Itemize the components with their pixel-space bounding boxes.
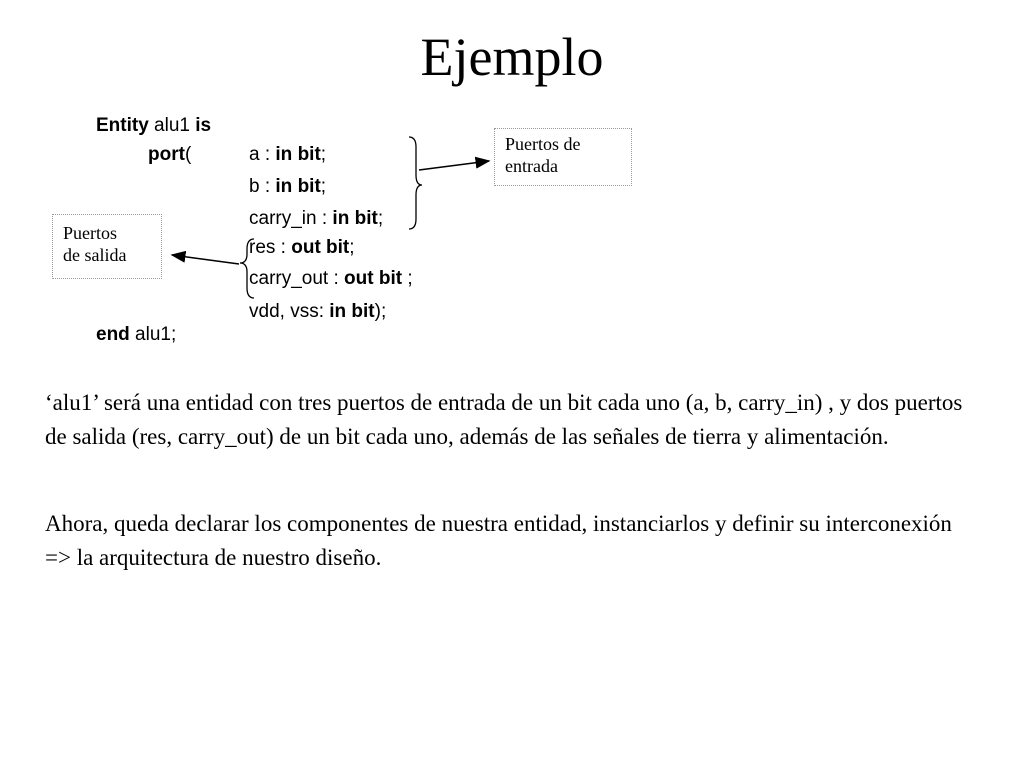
end-keyword: end — [96, 324, 130, 345]
port-name: res : — [249, 237, 292, 258]
port-name: carry_in : — [249, 208, 333, 229]
port-tail: ; — [377, 208, 384, 229]
slide-title: Ejemplo — [420, 27, 604, 87]
port-mode: out bit — [344, 268, 403, 289]
port-mode: in bit — [275, 144, 321, 165]
port-tail: ); — [374, 301, 387, 322]
port-name: b : — [249, 176, 276, 197]
input-ports-label — [494, 128, 632, 186]
port-name: carry_out : — [249, 268, 345, 289]
input-ports-label-line: entrada — [505, 156, 558, 176]
is-keyword: is — [195, 115, 212, 136]
description-paragraph: ‘alu1’ será una entidad con tres puertos de entrada de un bit cada uno (a, b, carry_in) , y dos puertos de salida (res, carry_out) de un bit cada uno, además de las señales de tierra y alimentación. — [45, 390, 963, 449]
input-ports-label-line: Puertos de — [505, 134, 581, 154]
port-mode: in bit — [332, 208, 378, 229]
port-tail: ; — [402, 268, 413, 289]
port-tail: ; — [320, 176, 327, 197]
port-mode: out bit — [291, 237, 350, 258]
next-steps-paragraph: Ahora, queda declarar los componentes de nuestra entidad, instanciarlos y definir su interconexión => la arquitectura de nuestro diseño. — [45, 511, 952, 570]
output-ports-label-line: Puertos — [63, 223, 117, 243]
input-arrow — [419, 161, 489, 170]
output-brace — [240, 239, 254, 298]
entity-name: alu1 — [148, 115, 196, 136]
output-ports-label — [52, 214, 162, 279]
port-keyword: port — [148, 144, 185, 165]
port-mode: in bit — [329, 301, 375, 322]
port-name: vdd, vss: — [249, 301, 330, 322]
port-paren: ( — [184, 144, 192, 165]
port-tail: ; — [349, 237, 355, 258]
output-ports-label-line: de salida — [63, 245, 127, 265]
output-arrow — [172, 255, 239, 264]
entity-keyword: Entity — [96, 115, 149, 136]
port-tail: ; — [320, 144, 327, 165]
port-mode: in bit — [275, 176, 321, 197]
end-name: alu1; — [129, 324, 177, 345]
input-brace — [409, 137, 422, 229]
port-name: a : — [249, 144, 276, 165]
